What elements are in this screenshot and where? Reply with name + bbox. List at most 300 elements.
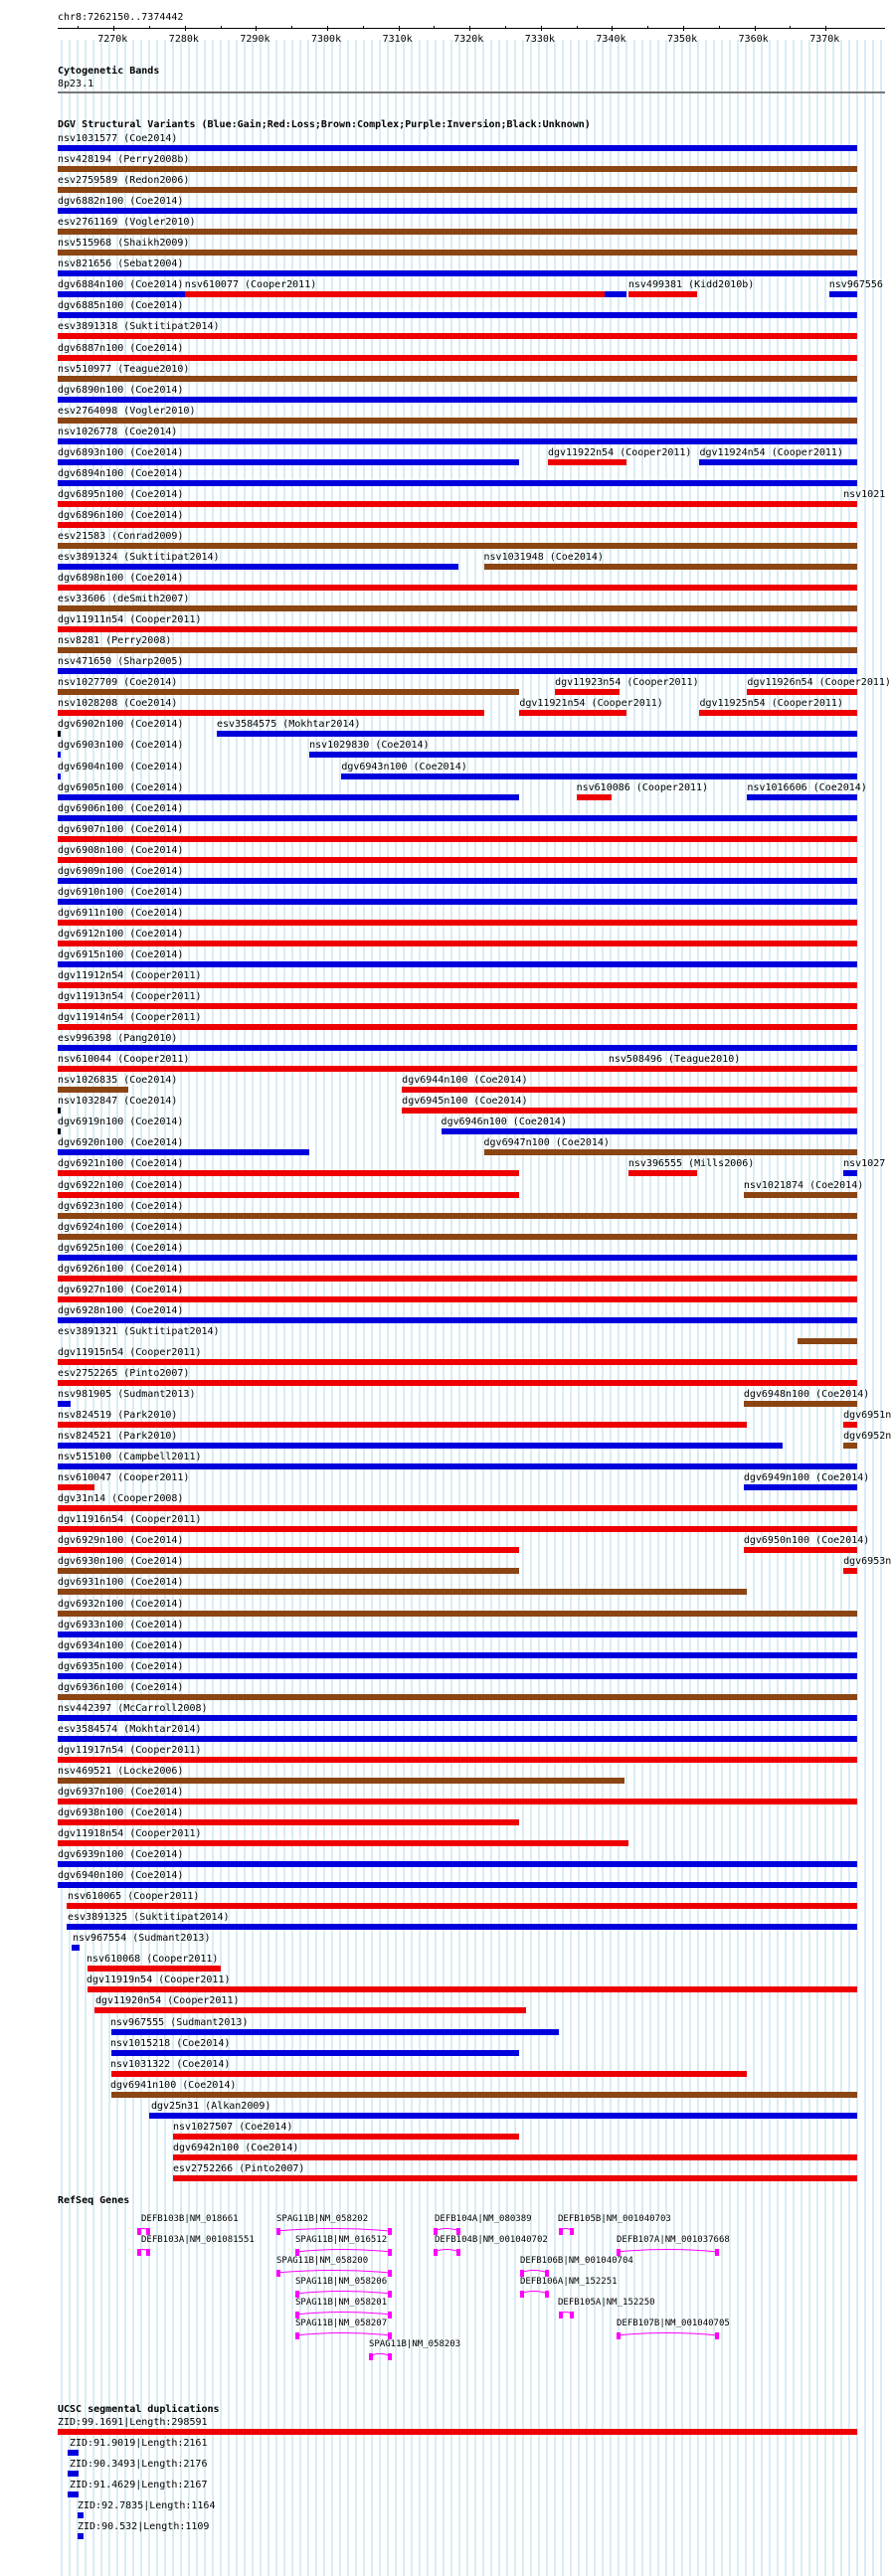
axis-tick-label: 7290k <box>240 34 270 45</box>
axis-tick-label: 7350k <box>666 34 698 45</box>
variant-label: dgv6947n100 (Coe2014) <box>483 1137 610 1149</box>
variant-bar <box>58 270 857 276</box>
axis-minor-tick <box>327 26 328 29</box>
exon-block <box>434 2249 438 2256</box>
gene-model <box>134 2225 152 2235</box>
variant-bar <box>58 1882 857 1888</box>
exon-block <box>715 2332 719 2339</box>
variant-label: esv3891324 (Suktitipat2014) <box>58 552 220 563</box>
variant-label: dgv6932n100 (Coe2014) <box>58 1598 184 1610</box>
variant-bar <box>699 710 857 716</box>
variant-label: dgv6928n100 (Coe2014) <box>58 1304 184 1316</box>
variant-label: esv3584575 (Mokhtar2014) <box>217 719 361 731</box>
axis-minor-tick <box>825 26 826 29</box>
variant-bar <box>519 710 625 716</box>
variant-bar <box>58 857 857 863</box>
variant-label: nsv1021874 (Coe2014) <box>743 1179 864 1191</box>
variant-bar <box>58 731 61 737</box>
variant-bar <box>58 899 857 905</box>
gene-model <box>292 2246 394 2256</box>
variant-bar <box>747 794 857 800</box>
intron-line <box>276 2271 391 2274</box>
variant-label: dgv6945n100 (Coe2014) <box>402 1096 528 1108</box>
variant-bar <box>111 2050 519 2056</box>
variant-bar <box>58 376 857 382</box>
variant-label: nsv610044 (Cooper2011) <box>58 1054 190 1066</box>
variant-label: nsv1026778 (Coe2014) <box>58 426 178 437</box>
variant-label: esv2752265 (Pinto2007) <box>58 1367 190 1379</box>
exon-block <box>715 2249 719 2256</box>
variant-label: dgv6942n100 (Coe2014) <box>173 2142 299 2153</box>
variant-bar <box>843 501 857 507</box>
exon-block <box>295 2312 299 2318</box>
variant-bar <box>58 1526 857 1532</box>
variant-bar <box>58 229 857 235</box>
intron-line <box>295 2333 391 2336</box>
axis-minor-tick <box>790 26 791 29</box>
variant-bar <box>67 1903 857 1909</box>
variant-bar <box>555 689 619 695</box>
variant-bar <box>67 1924 857 1930</box>
variant-label: esv3891321 (Suktitipat2014) <box>58 1325 220 1337</box>
variant-label: dgv6934n100 (Coe2014) <box>58 1639 184 1651</box>
axis-tick-label: 7320k <box>453 34 484 45</box>
variant-label: dgv11926n54 (Cooper2011) <box>747 677 891 689</box>
exon-block <box>276 2228 280 2235</box>
exon-block <box>559 2228 563 2235</box>
variant-label: dgv6884n100 (Coe2014) <box>58 279 184 291</box>
variant-bar <box>402 1087 857 1093</box>
variant-bar <box>309 752 857 758</box>
gene-label: SPAG11B|NM_058207 <box>295 2318 388 2328</box>
gene-model <box>292 2329 394 2339</box>
variant-label: dgv11912n54 (Cooper2011) <box>58 970 202 981</box>
gene-label: DEFB107A|NM_001037668 <box>617 2235 730 2245</box>
axis-minor-tick <box>221 26 222 29</box>
variant-bar <box>58 1108 61 1114</box>
segdup-label: ZID:90.3493|Length:2176 <box>70 2459 208 2470</box>
gene-model <box>556 2225 576 2235</box>
variant-bar <box>58 794 519 800</box>
exon-block <box>388 2312 392 2318</box>
variant-label: nsv981905 (Sudmant2013) <box>58 1389 196 1400</box>
variant-label: nsv610047 (Cooper2011) <box>58 1472 190 1484</box>
variant-label: nsv471650 (Sharp2005) <box>58 656 184 668</box>
refseq-track-title: RefSeq Genes <box>58 2195 130 2206</box>
variant-bar <box>173 2154 857 2160</box>
gene-label: DEFB105B|NM_001040703 <box>558 2214 671 2224</box>
variant-bar <box>58 1547 519 1553</box>
variant-label: dgv6910n100 (Coe2014) <box>58 886 184 898</box>
variant-bar <box>58 1149 309 1155</box>
variant-label: dgv6922n100 (Coe2014) <box>58 1179 184 1191</box>
variant-bar <box>111 2071 747 2077</box>
variant-bar <box>58 836 857 842</box>
variant-label: nsv1032847 (Coe2014) <box>58 1096 178 1108</box>
segdup-bar <box>58 2429 857 2435</box>
intron-line <box>276 2229 391 2232</box>
variant-label: dgv6895n100 (Coe2014) <box>58 488 184 500</box>
axis-line <box>58 28 885 29</box>
variant-label: esv33606 (deSmith2007) <box>58 594 190 605</box>
variant-bar <box>58 752 61 758</box>
variant-bar <box>484 1149 857 1155</box>
variant-label: dgv11919n54 (Cooper2011) <box>87 1975 231 1986</box>
exon-block <box>388 2249 392 2256</box>
variant-bar <box>58 1296 857 1302</box>
variant-label: dgv6930n100 (Coe2014) <box>58 1556 184 1568</box>
variant-label: esv3891318 (Suktitipat2014) <box>58 321 220 333</box>
variant-bar <box>843 1443 857 1449</box>
variant-bar <box>58 878 857 884</box>
variant-bar <box>843 1422 857 1428</box>
variant-bar <box>798 1338 857 1344</box>
variant-bar <box>58 1087 128 1093</box>
variant-bar <box>58 1736 857 1742</box>
variant-label: dgv6923n100 (Coe2014) <box>58 1200 184 1212</box>
variant-label: nsv396555 (Mills2006) <box>627 1158 755 1170</box>
variant-label: dgv11922n54 (Cooper2011) <box>547 446 692 458</box>
variant-bar <box>58 1840 628 1846</box>
exon-block <box>295 2249 299 2256</box>
variant-label: nsv515968 (Shaikh2009) <box>58 238 190 250</box>
axis-tick-label: 7280k <box>168 34 199 45</box>
gene-label: DEFB105A|NM_152250 <box>558 2298 655 2308</box>
gene-label: SPAG11B|NM_016512 <box>295 2235 388 2245</box>
variant-bar <box>58 312 857 318</box>
variant-bar <box>58 941 857 946</box>
variant-label: nsv967556 <box>828 279 883 291</box>
axis-minor-tick <box>719 26 720 29</box>
variant-bar <box>58 522 857 528</box>
variant-bar <box>628 291 697 297</box>
variant-bar <box>58 920 857 926</box>
variant-bar <box>58 647 857 653</box>
variant-label: dgv6896n100 (Coe2014) <box>58 509 184 521</box>
variant-label: nsv967555 (Sudmant2013) <box>110 2016 249 2028</box>
variant-bar <box>58 459 519 465</box>
axis-tick-label: 7370k <box>809 34 840 45</box>
exon-block <box>570 2312 574 2318</box>
axis-minor-tick <box>363 26 364 29</box>
segdup-label: ZID:92.7835|Length:1164 <box>78 2500 216 2511</box>
variant-label: nsv428194 (Perry2008b) <box>58 154 190 166</box>
variant-bar <box>341 773 857 779</box>
variant-bar <box>58 585 857 591</box>
variant-bar <box>58 1861 857 1867</box>
exon-block <box>388 2228 392 2235</box>
cytoband-label: 8p23.1 <box>58 79 94 89</box>
variant-bar <box>58 1715 857 1721</box>
variant-label: dgv6906n100 (Coe2014) <box>58 802 184 814</box>
variant-label: esv2752266 (Pinto2007) <box>173 2162 305 2174</box>
exon-block <box>388 2270 392 2277</box>
axis-tick-label: 7270k <box>97 34 128 45</box>
exon-block <box>276 2270 280 2277</box>
variant-label: dgv6885n100 (Coe2014) <box>58 300 184 312</box>
variant-label: nsv610077 (Cooper2011) <box>184 279 317 291</box>
axis-minor-tick <box>291 26 292 29</box>
variant-bar <box>58 145 857 151</box>
gene-label: SPAG11B|NM_058203 <box>369 2339 461 2349</box>
variant-bar <box>58 1589 747 1595</box>
variant-bar <box>58 1170 519 1176</box>
variant-label: dgv6933n100 (Coe2014) <box>58 1619 184 1631</box>
variant-label: dgv6952n <box>843 1431 891 1443</box>
variant-label: nsv508496 (Teague2010) <box>608 1054 741 1066</box>
variant-bar <box>58 1463 857 1469</box>
variant-label: esv3584574 (Mokhtar2014) <box>58 1723 202 1735</box>
variant-label: dgv6921n100 (Coe2014) <box>58 1158 184 1170</box>
variant-label: nsv1027709 (Coe2014) <box>58 677 178 689</box>
variant-label: dgv11918n54 (Cooper2011) <box>58 1828 202 1840</box>
variant-bar <box>58 1673 857 1679</box>
gene-label: SPAG11B|NM_058200 <box>276 2256 369 2266</box>
intron-line <box>295 2313 391 2316</box>
variant-label: dgv6908n100 (Coe2014) <box>58 844 184 856</box>
variant-label: dgv25n31 (Alkan2009) <box>151 2100 271 2112</box>
variant-label: nsv1028208 (Coe2014) <box>58 698 178 710</box>
segdup-label: ZID:99.1691|Length:298591 <box>58 2417 208 2428</box>
cytogenetic-bands-title: Cytogenetic Bands <box>58 66 160 77</box>
gene-label: DEFB103A|NM_001081551 <box>141 2235 255 2245</box>
exon-block <box>295 2291 299 2298</box>
variant-label: nsv821656 (Sebat2004) <box>58 258 184 270</box>
segdup-bar <box>78 2533 84 2539</box>
variant-bar <box>58 1401 71 1407</box>
variant-label: esv996398 (Pang2010) <box>58 1033 178 1045</box>
variant-label: nsv469521 (Locke2006) <box>58 1765 184 1777</box>
variant-bar <box>111 2029 559 2035</box>
variant-label: nsv967554 (Sudmant2013) <box>73 1933 211 1945</box>
variant-bar <box>609 1066 613 1072</box>
variant-bar <box>111 2092 857 2098</box>
exon-block <box>559 2312 563 2318</box>
variant-label: dgv11917n54 (Cooper2011) <box>58 1744 202 1756</box>
segdup-label: ZID:91.9019|Length:2161 <box>70 2438 208 2449</box>
variant-label: dgv6951n <box>843 1410 891 1422</box>
gene-model <box>517 2267 551 2277</box>
gene-model <box>517 2288 551 2298</box>
gene-model <box>431 2246 462 2256</box>
variant-bar <box>58 1694 857 1700</box>
variant-label: esv2764098 (Vogler2010) <box>58 405 196 417</box>
exon-block <box>146 2228 150 2235</box>
variant-label: nsv1029830 (Coe2014) <box>309 740 430 752</box>
variant-bar <box>149 2113 857 2119</box>
variant-label: dgv6904n100 (Coe2014) <box>58 761 184 773</box>
gene-model <box>292 2288 394 2298</box>
variant-bar <box>744 1547 857 1553</box>
variant-label: dgv6941n100 (Coe2014) <box>110 2079 237 2091</box>
variant-bar <box>58 1276 857 1282</box>
variant-bar <box>58 1128 61 1134</box>
variant-bar <box>58 333 857 339</box>
variant-label: dgv6887n100 (Coe2014) <box>58 342 184 354</box>
variant-label: dgv6953n <box>843 1556 891 1568</box>
variant-bar <box>58 1359 857 1365</box>
exon-block <box>545 2291 549 2298</box>
variant-label: dgv6909n100 (Coe2014) <box>58 865 184 877</box>
variant-bar <box>58 1819 519 1825</box>
variant-bar <box>747 689 857 695</box>
variant-bar <box>58 815 857 821</box>
variant-label: dgv6882n100 (Coe2014) <box>58 196 184 208</box>
variant-label: dgv6893n100 (Coe2014) <box>58 446 184 458</box>
variant-bar <box>484 564 857 570</box>
exon-block <box>137 2228 141 2235</box>
variant-bar <box>58 710 484 716</box>
variant-bar <box>58 626 857 632</box>
variant-bar <box>217 731 857 737</box>
variant-bar <box>628 1170 697 1176</box>
axis-minor-tick <box>755 26 756 29</box>
variant-label: dgv6949n100 (Coe2014) <box>743 1472 870 1484</box>
exon-block <box>617 2332 621 2339</box>
variant-bar <box>744 1192 857 1198</box>
variant-label: dgv6940n100 (Coe2014) <box>58 1870 184 1882</box>
variant-label: dgv11915n54 (Cooper2011) <box>58 1346 202 1358</box>
axis-minor-tick <box>185 26 186 29</box>
intron-line <box>520 2271 548 2274</box>
segdup-bar <box>68 2491 79 2497</box>
variant-label: dgv6894n100 (Coe2014) <box>58 467 184 479</box>
segdup-track-title: UCSC segmental duplications <box>58 2404 220 2415</box>
variant-bar <box>58 1778 624 1784</box>
variant-label: nsv824519 (Park2010) <box>58 1410 178 1422</box>
axis-minor-tick <box>149 26 150 29</box>
intron-line <box>295 2292 391 2295</box>
variant-bar <box>58 250 857 256</box>
gene-label: DEFB107B|NM_001040705 <box>617 2318 730 2328</box>
variant-label: nsv515100 (Campbell2011) <box>58 1452 202 1463</box>
variant-bar <box>58 1380 857 1386</box>
axis-minor-tick <box>399 26 400 29</box>
variant-label: dgv11914n54 (Cooper2011) <box>58 1012 202 1024</box>
variant-label: nsv610086 (Cooper2011) <box>576 781 709 793</box>
variant-label: dgv6936n100 (Coe2014) <box>58 1681 184 1693</box>
cytoband-track <box>58 91 885 93</box>
gene-model <box>366 2350 394 2360</box>
variant-label: dgv11913n54 (Cooper2011) <box>58 991 202 1003</box>
variant-label: dgv11911n54 (Cooper2011) <box>58 614 202 626</box>
variant-label: nsv1021 <box>843 488 886 500</box>
axis-minor-tick <box>505 26 506 29</box>
gene-label: DEFB106B|NM_001040704 <box>520 2256 633 2266</box>
variant-bar <box>58 689 519 695</box>
variant-bar <box>699 459 857 465</box>
variant-label: nsv1031948 (Coe2014) <box>483 552 604 563</box>
variant-bar <box>577 794 613 800</box>
variant-label: dgv6938n100 (Coe2014) <box>58 1807 184 1818</box>
variant-bar <box>58 1799 857 1804</box>
variant-bar <box>58 1631 857 1637</box>
variant-bar <box>58 1255 857 1261</box>
variant-bar <box>58 1568 519 1574</box>
gene-model <box>431 2225 462 2235</box>
intron-line <box>520 2292 548 2295</box>
variant-bar <box>402 1108 857 1114</box>
variant-bar <box>744 1484 857 1490</box>
variant-label: dgv11921n54 (Cooper2011) <box>519 698 663 710</box>
variant-label: dgv6946n100 (Coe2014) <box>441 1116 567 1128</box>
variant-bar <box>173 2134 520 2140</box>
axis-tick-label: 7330k <box>524 34 555 45</box>
variant-label: dgv11923n54 (Cooper2011) <box>555 677 699 689</box>
variant-label: dgv6919n100 (Coe2014) <box>58 1116 184 1128</box>
variant-label: dgv11924n54 (Cooper2011) <box>699 446 843 458</box>
variant-label: nsv442397 (McCarroll2008) <box>58 1702 208 1714</box>
axis-minor-tick <box>683 26 684 29</box>
gene-model <box>614 2329 721 2339</box>
variant-bar <box>58 1045 857 1051</box>
variant-label: nsv1015218 (Coe2014) <box>110 2037 231 2049</box>
variant-bar <box>58 1024 857 1030</box>
exon-block <box>520 2270 524 2277</box>
exon-block <box>295 2332 299 2339</box>
variant-bar <box>58 564 458 570</box>
exon-block <box>388 2332 392 2339</box>
gene-label: DEFB103B|NM_018661 <box>141 2214 239 2224</box>
exon-block <box>545 2270 549 2277</box>
variant-label: nsv8281 (Perry2008) <box>58 635 172 647</box>
exon-block <box>388 2291 392 2298</box>
exon-block <box>520 2291 524 2298</box>
exon-block <box>434 2228 438 2235</box>
variant-bar <box>58 501 857 507</box>
variant-bar <box>58 1422 747 1428</box>
variant-bar <box>58 187 857 193</box>
exon-block <box>570 2228 574 2235</box>
variant-bar <box>58 543 857 549</box>
variant-label: nsv610065 (Cooper2011) <box>68 1891 200 1903</box>
intron-line <box>617 2250 718 2253</box>
variant-label: dgv11920n54 (Cooper2011) <box>95 1995 240 2007</box>
gene-model <box>273 2225 394 2235</box>
axis-tick-label: 7360k <box>738 34 769 45</box>
variant-label: dgv6943n100 (Coe2014) <box>341 761 467 773</box>
intron-line <box>295 2250 391 2253</box>
axis-minor-tick <box>469 26 470 29</box>
gene-label: DEFB104B|NM_001040702 <box>435 2235 548 2245</box>
variant-label: nsv510977 (Teague2010) <box>58 363 190 375</box>
variant-bar <box>58 166 857 172</box>
axis-tick-label: 7300k <box>311 34 342 45</box>
variant-label: nsv1026835 (Coe2014) <box>58 1075 178 1087</box>
variant-bar <box>58 1505 857 1511</box>
exon-block <box>456 2228 460 2235</box>
variant-bar <box>72 1945 80 1951</box>
variant-label: dgv6927n100 (Coe2014) <box>58 1284 184 1295</box>
gene-label: SPAG11B|NM_058206 <box>295 2277 388 2287</box>
variant-label: dgv6925n100 (Coe2014) <box>58 1242 184 1254</box>
exon-block <box>388 2353 392 2360</box>
segdup-bar <box>68 2450 79 2456</box>
variant-label: nsv1027 <box>843 1158 886 1170</box>
axis-minor-tick <box>647 26 648 29</box>
variant-label: dgv6907n100 (Coe2014) <box>58 823 184 835</box>
variant-bar <box>173 2175 857 2181</box>
variant-bar <box>744 1401 857 1407</box>
axis-minor-tick <box>256 26 257 29</box>
variant-label: dgv6912n100 (Coe2014) <box>58 928 184 940</box>
variant-bar <box>58 438 857 444</box>
variant-label: nsv1016606 (Coe2014) <box>747 781 867 793</box>
variant-bar <box>58 208 857 214</box>
variant-label: dgv6915n100 (Coe2014) <box>58 948 184 960</box>
coordinate-readout: chr8:7262150..7374442 <box>58 12 184 23</box>
axis-minor-tick <box>577 26 578 29</box>
